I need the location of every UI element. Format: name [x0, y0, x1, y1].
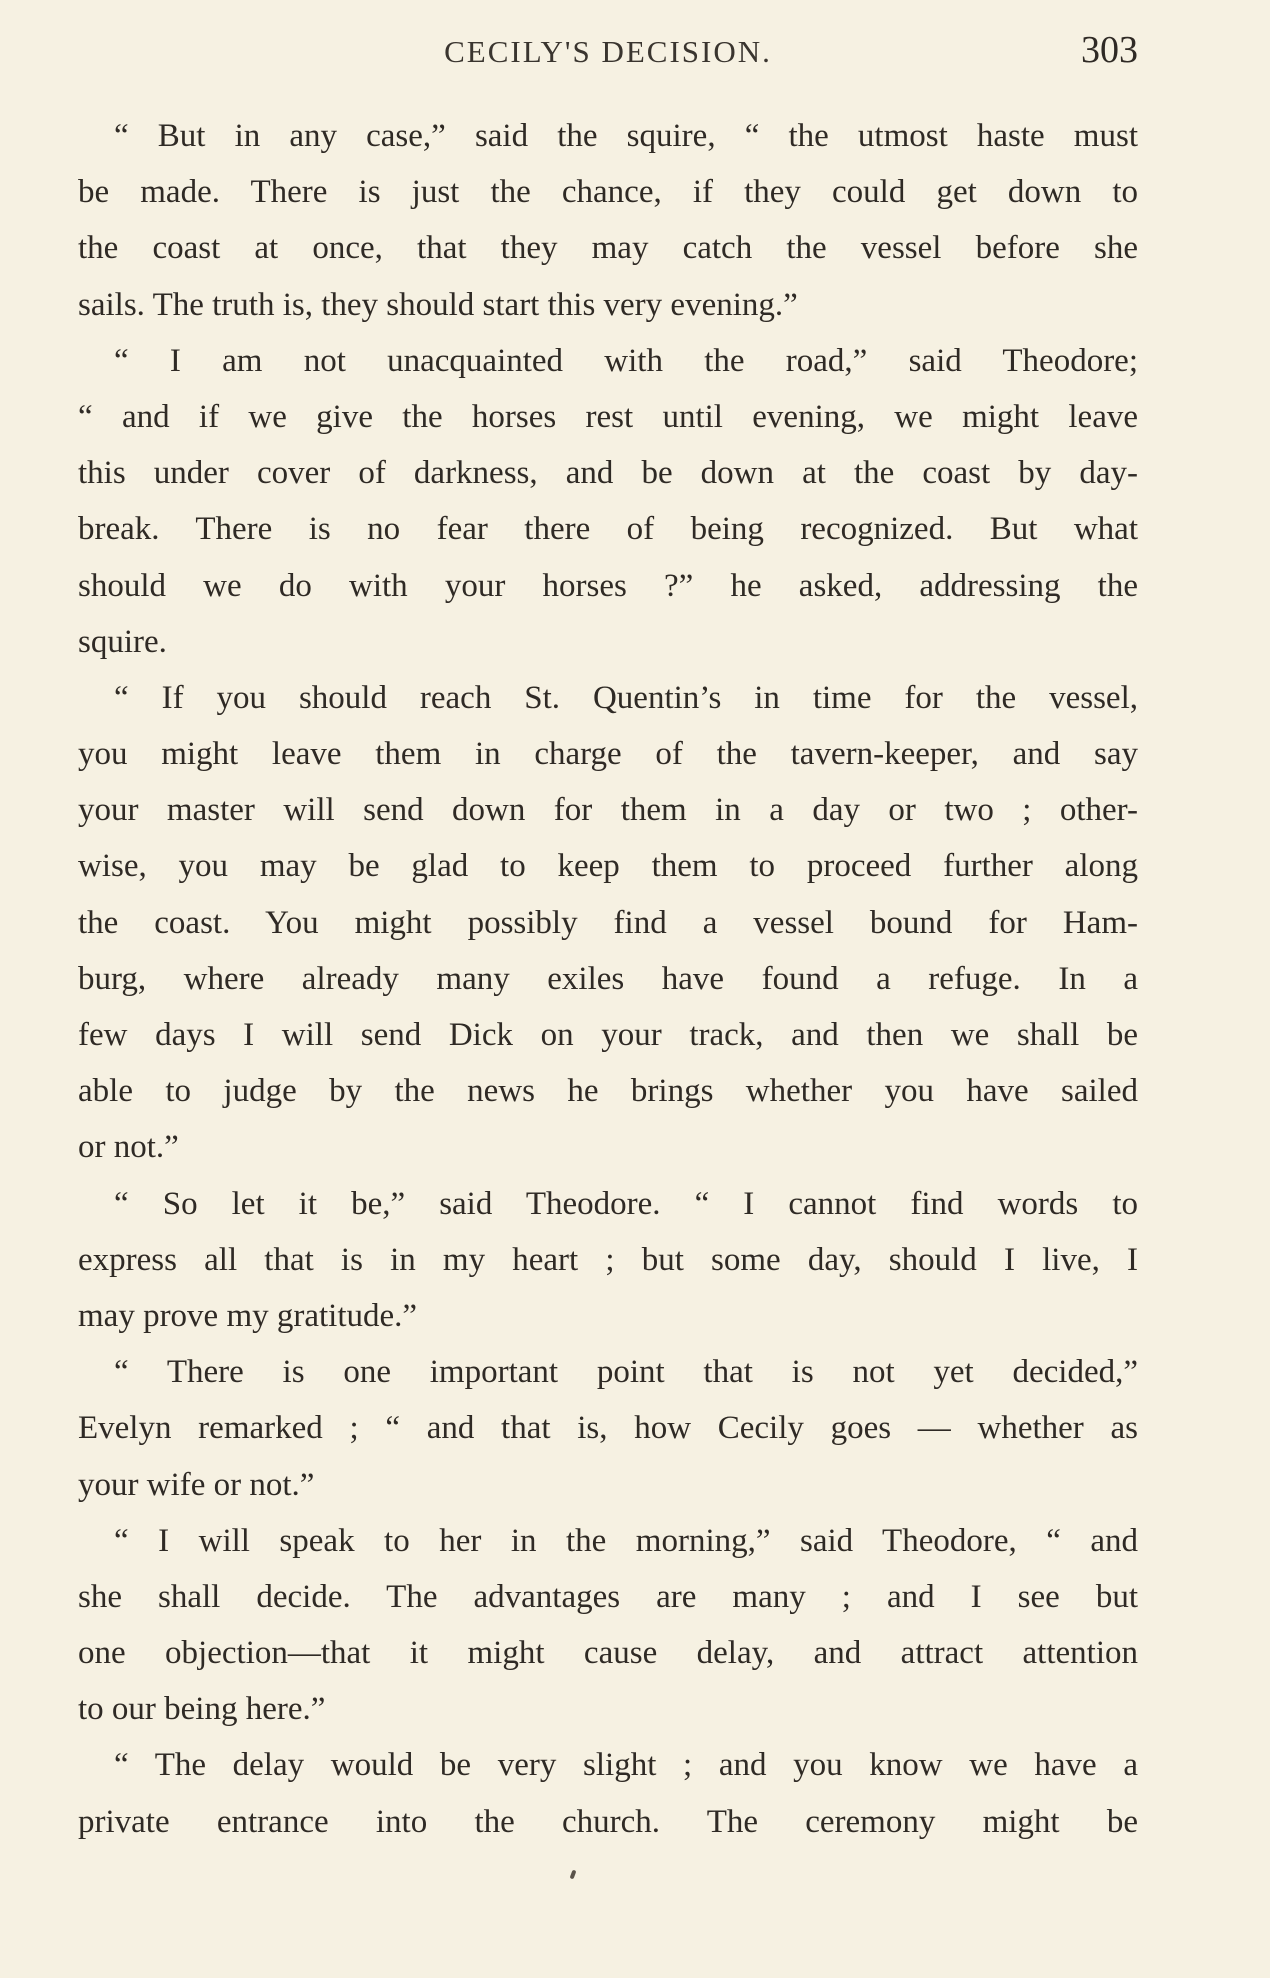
text-line: may prove my gratitude.” [78, 1297, 418, 1334]
text-line: one objection—that it might cause delay, and attract attention [78, 1635, 1138, 1672]
text-line: should we do with your horses ?” he asked, addressing the [78, 567, 1138, 604]
page-number: 303 [1081, 29, 1138, 71]
text-line: the coast. You might possibly find a vessel bound for Ham- [78, 904, 1138, 941]
body-text [78, 108, 1138, 1850]
text-line: be made. There is just the chance, if they could get down to [78, 174, 1138, 211]
text-line: break. There is no fear there of being recognized. But what [78, 511, 1138, 548]
text-line: you might leave them in charge of the tavern-keeper, and say [78, 736, 1138, 773]
text-line: express all that is in my heart ; but some day, should I live, I [78, 1241, 1138, 1278]
text-line: “ If you should reach St. Quentin’s in time for the vessel, [114, 679, 1138, 716]
text-line: “ The delay would be very slight ; and you know we have a [114, 1747, 1138, 1784]
text-line: few days I will send Dick on your track, and then we shall be [78, 1017, 1138, 1053]
text-line: “ But in any case,” said the squire, “ the utmost haste must [114, 118, 1138, 154]
text-line: “ I am not unacquainted with the road,” said Theodore; [114, 342, 1138, 379]
text-line: to our being here.” [78, 1691, 326, 1728]
text-line: squire. [78, 623, 167, 660]
text-line: sails. The truth is, they should start this very evening.” [78, 286, 798, 323]
ink-speck [570, 1870, 577, 1880]
text-line: Evelyn remarked ; “ and that is, how Cecily goes — whether as [78, 1410, 1138, 1447]
text-line: burg, where already many exiles have found a refuge. In a [78, 960, 1138, 997]
text-line: your master will send down for them in a day or two ; other- [78, 792, 1138, 829]
chapter-title: CECILY'S DECISION. [444, 34, 772, 69]
text-line: this under cover of darkness, and be down at the coast by day- [78, 455, 1138, 492]
text-line: “ So let it be,” said Theodore. “ I cannot find words to [114, 1185, 1138, 1222]
running-head [78, 28, 1138, 78]
text-line: or not.” [78, 1129, 179, 1166]
text-line: she shall decide. The advantages are many ; and I see but [78, 1578, 1138, 1615]
text-line: wise, you may be glad to keep them to proceed further along [78, 848, 1138, 885]
text-line: “ and if we give the horses rest until evening, we might leave [78, 398, 1138, 435]
text-line: private entrance into the church. The ceremony might be [78, 1803, 1138, 1840]
text-line: “ I will speak to her in the morning,” said Theodore, “ and [114, 1522, 1138, 1559]
text-line: the coast at once, that they may catch the vessel before she [78, 230, 1138, 267]
text-line: your wife or not.” [78, 1466, 315, 1503]
text-line: “ There is one important point that is not yet decided,” [114, 1354, 1138, 1391]
text-line: able to judge by the news he brings whether you have sailed [78, 1073, 1138, 1110]
